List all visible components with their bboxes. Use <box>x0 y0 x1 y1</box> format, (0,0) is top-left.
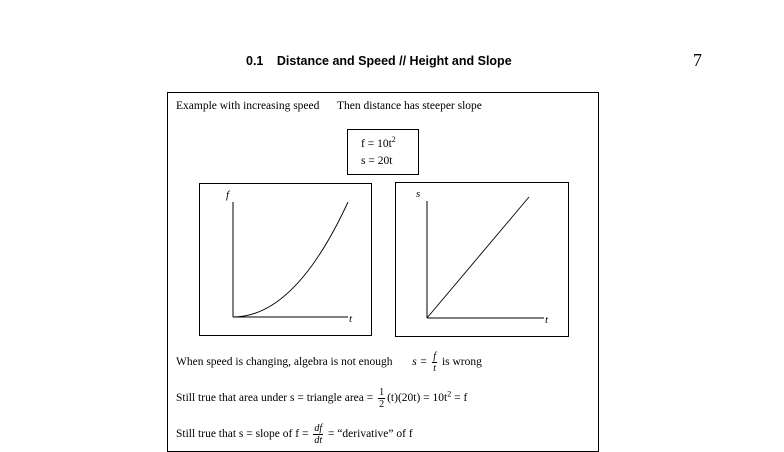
plot-s-x-label: t <box>545 314 549 326</box>
plot-f-vs-t <box>199 183 372 336</box>
line1-frac-denominator: t <box>433 363 437 374</box>
line3-tail: = “derivative” of f <box>327 428 413 441</box>
equation-f-exponent: 2 <box>391 135 396 144</box>
line2-frac-denominator: 2 <box>379 399 385 410</box>
plot-f-curve <box>233 202 348 317</box>
line2-fraction <box>378 387 385 410</box>
equation-f-text: f = 10t <box>361 137 392 150</box>
line3-frac-denominator: dt <box>314 435 323 446</box>
line-area-under <box>176 387 467 410</box>
intro-right-text: Then distance has steeper slope <box>336 100 482 112</box>
line1-text: When speed is changing, algebra is not enough <box>176 356 393 369</box>
page-number: 7 <box>693 50 702 70</box>
plot-f-y-label: f <box>226 189 230 201</box>
line3-text: Still true that s = slope of f = <box>176 428 309 441</box>
line1-fraction <box>432 351 437 374</box>
intro-line <box>176 100 482 112</box>
section-title: Distance and Speed // Height and Slope <box>276 54 512 68</box>
plot-f-svg <box>200 184 373 337</box>
line2-text: Still true that area under s = triangle area = <box>176 392 374 405</box>
plot-s-line <box>427 197 529 318</box>
line1-frac-numerator: f <box>433 351 437 362</box>
line1-tail: is wrong <box>441 356 482 369</box>
line-speed-changing <box>176 351 482 374</box>
section-number: 0.1 <box>246 54 264 68</box>
line3-fraction <box>313 423 323 446</box>
plot-s-svg <box>396 183 570 338</box>
plot-f-x-label: t <box>349 313 353 325</box>
intro-left-text: Example with increasing speed <box>176 100 320 112</box>
line2-end: = f <box>454 392 468 405</box>
plot-s-vs-t <box>395 182 569 337</box>
line-slope-of-f <box>176 423 413 446</box>
plot-s-y-label: s <box>416 188 421 200</box>
line2-frac-numerator: 1 <box>379 387 385 398</box>
equation-f <box>361 135 396 150</box>
line2-exponent: 2 <box>447 389 452 399</box>
equation-box <box>347 129 419 175</box>
line3-frac-numerator: df <box>314 423 323 434</box>
line1-equation-lhs: s = <box>412 356 428 369</box>
section-header <box>246 54 512 68</box>
line2-tail: (t)(20t) = 10t <box>387 392 448 405</box>
equation-s: s = 20t <box>361 155 393 167</box>
